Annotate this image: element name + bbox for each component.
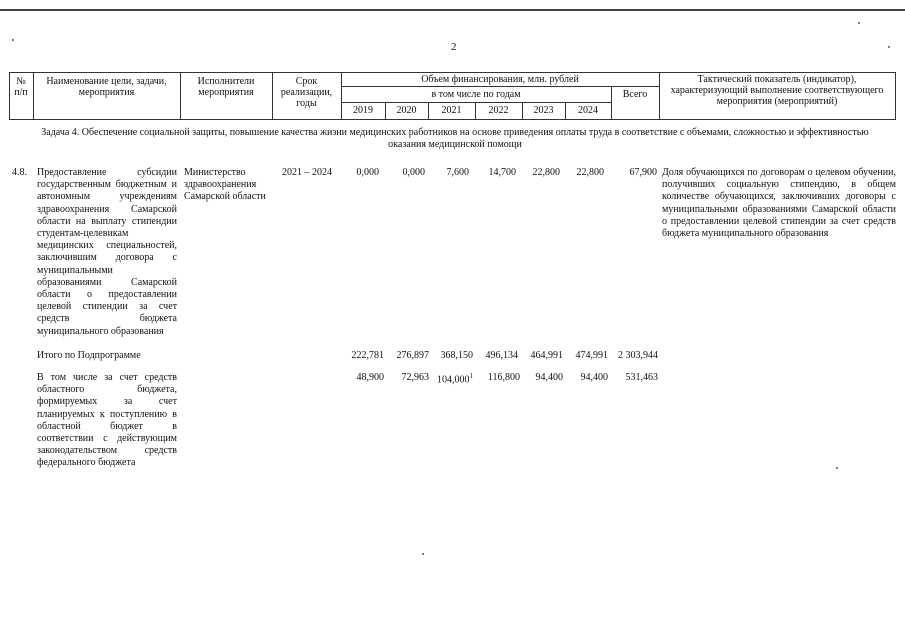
value-2024: 94,400	[580, 372, 608, 383]
value-total: 67,900	[629, 167, 657, 178]
activity-executor: Министерство здравоохранения Самарской области	[184, 167, 266, 203]
value-2021: 368,150	[440, 350, 473, 361]
value-2023: 464,991	[530, 350, 563, 361]
value-2021: 7,600	[446, 167, 469, 178]
scan-speck	[888, 46, 890, 48]
value-2019: 0,000	[356, 167, 379, 178]
including-label: В том числе за счет средств областного бюджета, формируемых за счет планируемых к поступлению в областной бюджет в соответствии с действующим законодательством средств федерального бюджета	[37, 372, 177, 469]
header-goal: Наименование цели, задачи, мероприятия	[46, 76, 167, 98]
header-term: Срок реализации, годы	[280, 76, 333, 109]
header-year: 2020	[396, 105, 417, 116]
scan-speck	[858, 22, 860, 24]
value-2019: 48,900	[356, 372, 384, 383]
value-2024: 474,991	[575, 350, 608, 361]
value-2023: 22,800	[532, 167, 560, 178]
value-2020: 276,897	[396, 350, 429, 361]
value-2021-text: 104,000	[437, 374, 470, 386]
years-subheader-line	[341, 102, 611, 103]
header-indicator: Тактический показатель (индикатор), характеризующий выполнение соответствующего мероприятия (мероприятий)	[670, 74, 884, 107]
value-2022: 496,134	[485, 350, 518, 361]
subtotal-label: Итого по Подпрограмме	[37, 350, 141, 361]
header-executors: Исполнители мероприятия	[197, 76, 255, 98]
header-year: 2022	[488, 105, 509, 116]
page-number: 2	[451, 41, 457, 53]
header-year: 2024	[578, 105, 598, 116]
value-2020: 72,963	[401, 372, 429, 383]
scan-speck	[422, 553, 424, 555]
value-total: 531,463	[625, 372, 658, 383]
table-bottom-border	[9, 119, 895, 120]
scan-speck	[12, 39, 14, 41]
row-number: 4.8.	[12, 167, 27, 178]
value-2020: 0,000	[402, 167, 425, 178]
value-2024: 22,800	[576, 167, 604, 178]
value-2021	[437, 372, 473, 385]
activity-name: Предоставление субсидии государственным бюджетным и автономным учреждениям здравоохранения Самарской области на выплату стипендии студентам-целевикам медицинских специальностей, заключившим договора с муниципальными образованиями Самарской области о предоставлении целевой стипендии за счет средств бюджета муниципального образования	[37, 167, 177, 337]
header-funding: Объем финансирования, млн. рублей	[421, 74, 579, 85]
header-year: 2019	[353, 105, 373, 116]
table-top-border	[9, 72, 895, 73]
indicator-text: Доля обучающихся по договорам о целевом обучении, получивших социальную стипендию, в общем количестве обучающихся, заключивших договоры с муниципальными образованиями Самарской области о предоставлении целевой стипендии за счет средств бюджета муниципального образования	[662, 167, 896, 240]
task-title: Задача 4. Обеспечение социальной защиты, повышение качества жизни медицинских работников на основе приведения оплаты труда в соответствие с объемами, сложностью и эффективностью оказания медицинской помощи	[41, 127, 869, 150]
activity-term: 2021 – 2024	[282, 167, 332, 178]
header-year: 2021	[441, 105, 462, 116]
value-2022: 14,700	[488, 167, 516, 178]
header-num: № п/п	[14, 76, 28, 98]
value-2019: 222,781	[351, 350, 384, 361]
top-border-line	[0, 9, 905, 11]
value-2023: 94,400	[535, 372, 563, 383]
value-total: 2 303,944	[618, 350, 658, 361]
footnote-marker: 1	[469, 372, 473, 380]
header-by-years: в том числе по годам	[431, 89, 521, 100]
header-total: Всего	[622, 89, 648, 100]
value-2022: 116,800	[487, 372, 520, 383]
scan-speck	[836, 467, 838, 469]
header-year: 2023	[533, 105, 554, 116]
